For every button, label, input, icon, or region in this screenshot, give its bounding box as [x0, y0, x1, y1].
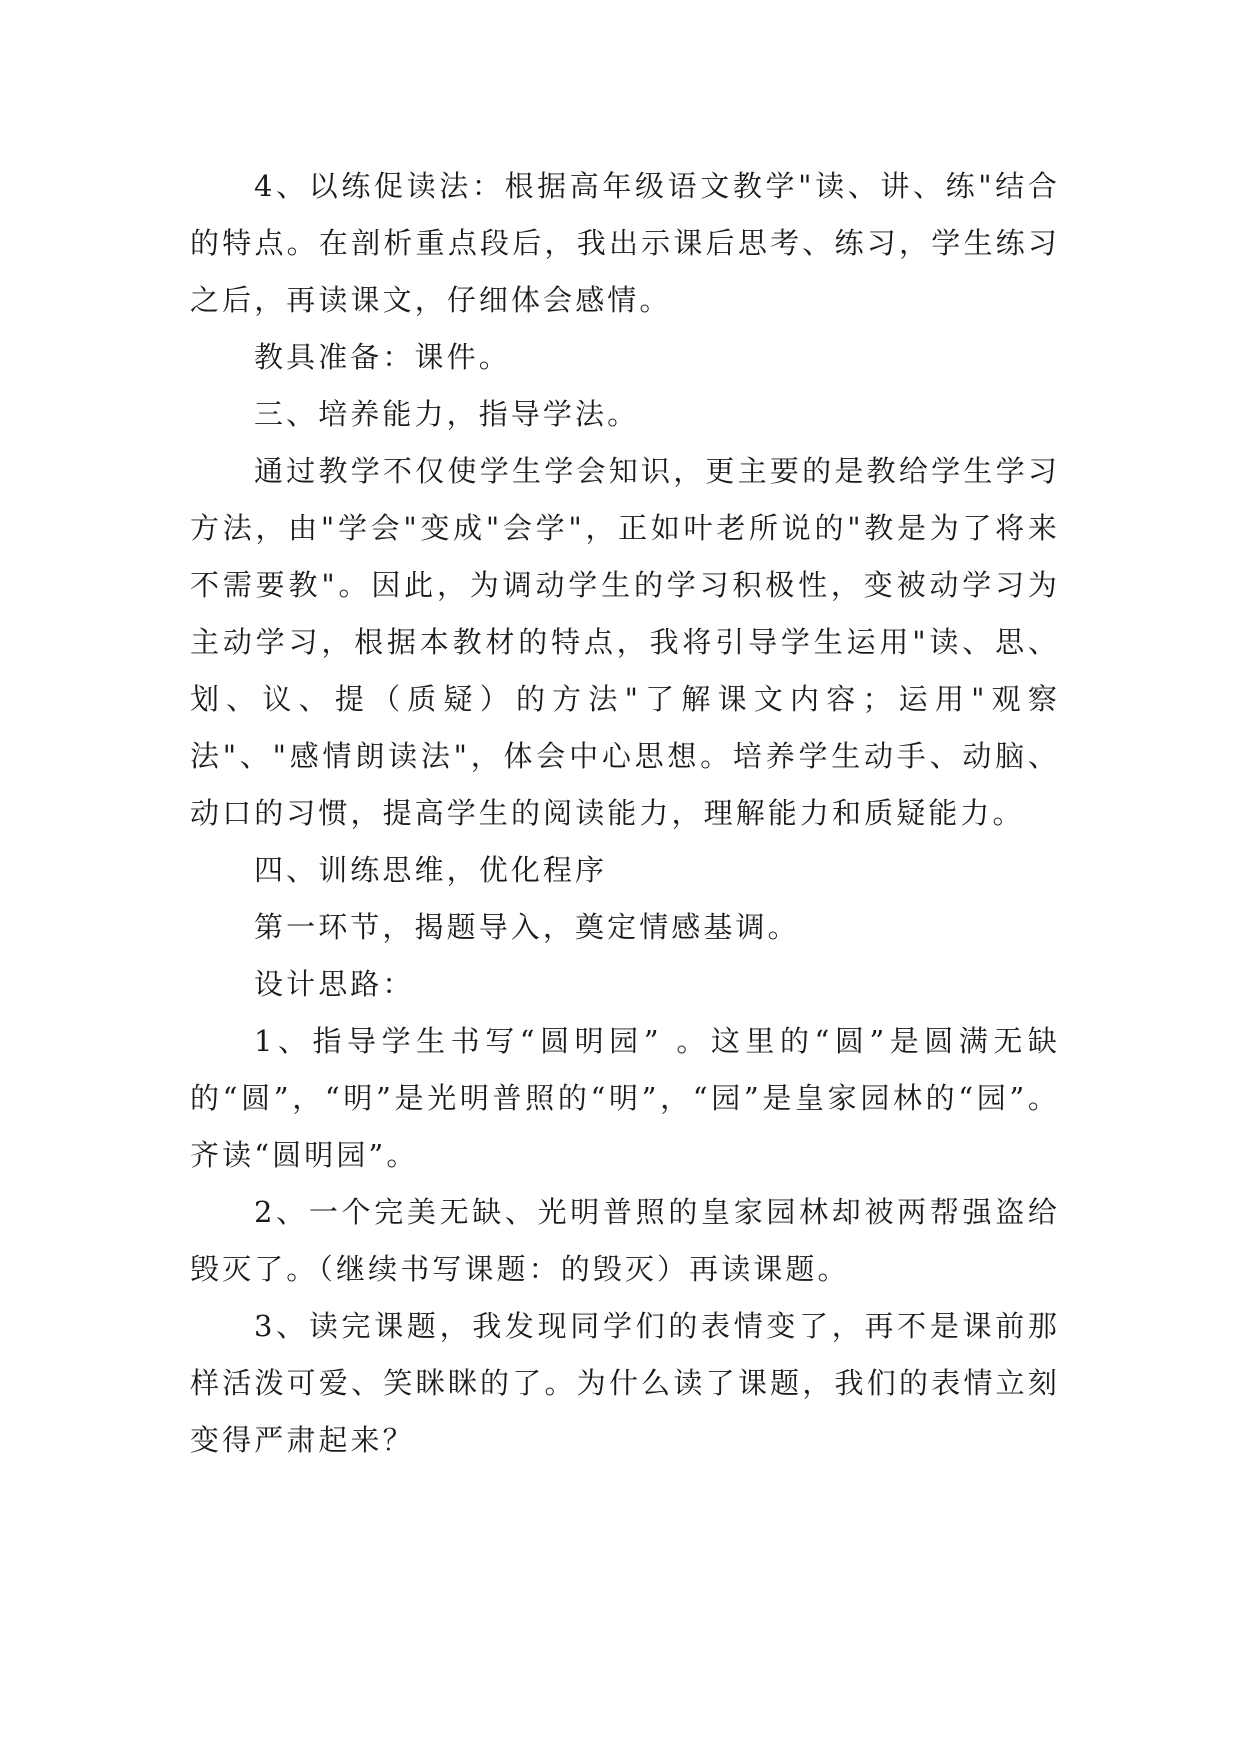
section-heading-four: 四、训练思维，优化程序 — [254, 853, 608, 887]
paragraph-teaching-aids: 教具准备：课件。 — [254, 340, 511, 374]
paragraph-design-idea: 设计思路： — [254, 967, 415, 1001]
section-heading-three: 三、培养能力，指导学法。 — [254, 397, 640, 431]
paragraph-item-three: 3、读完课题，我发现同学们的表情变了，再不是课前那样活泼可爱、笑眯眯的了。为什么读了课题，我们的表情立刻变得严肃起来？ — [190, 1309, 1060, 1457]
paragraph-first-step: 第一环节，揭题导入，奠定情感基调。 — [254, 910, 800, 944]
document-body — [190, 158, 1060, 1469]
paragraph-item-two: 2、一个完美无缺、光明普照的皇家园林却被两帮强盗给毁灭了。（继续书写课题：的毁灭）再读课题。 — [190, 1195, 1060, 1286]
paragraph-item-one: 1、指导学生书写“圆明园” 。这里的“圆”是圆满无缺的“圆”，“明”是光明普照的“明”，“园”是皇家园林的“园”。齐读“圆明园”。 — [190, 1024, 1060, 1172]
paragraph-reading-practice-method: 4、以练促读法：根据高年级语文教学"读、讲、练"结合的特点。在剖析重点段后，我出示课后思考、练习，学生练习之后，再读课文，仔细体会感情。 — [190, 169, 1060, 317]
paragraph-learning-methods: 通过教学不仅使学生学会知识，更主要的是教给学生学习方法，由"学会"变成"会学"，正如叶老所说的"教是为了将来不需要教"。因此，为调动学生的学习积极性，变被动学习为主动学习，根据本教材的特点，我将引导学生运用"读、思、划、议、提（质疑）的方法"了解课文内容；运用"观察法"、"感情朗读法"，体会中心思想。培养学生动手、动脑、动口的习惯，提高学生的阅读能力，理解能力和质疑能力。 — [190, 454, 1060, 830]
